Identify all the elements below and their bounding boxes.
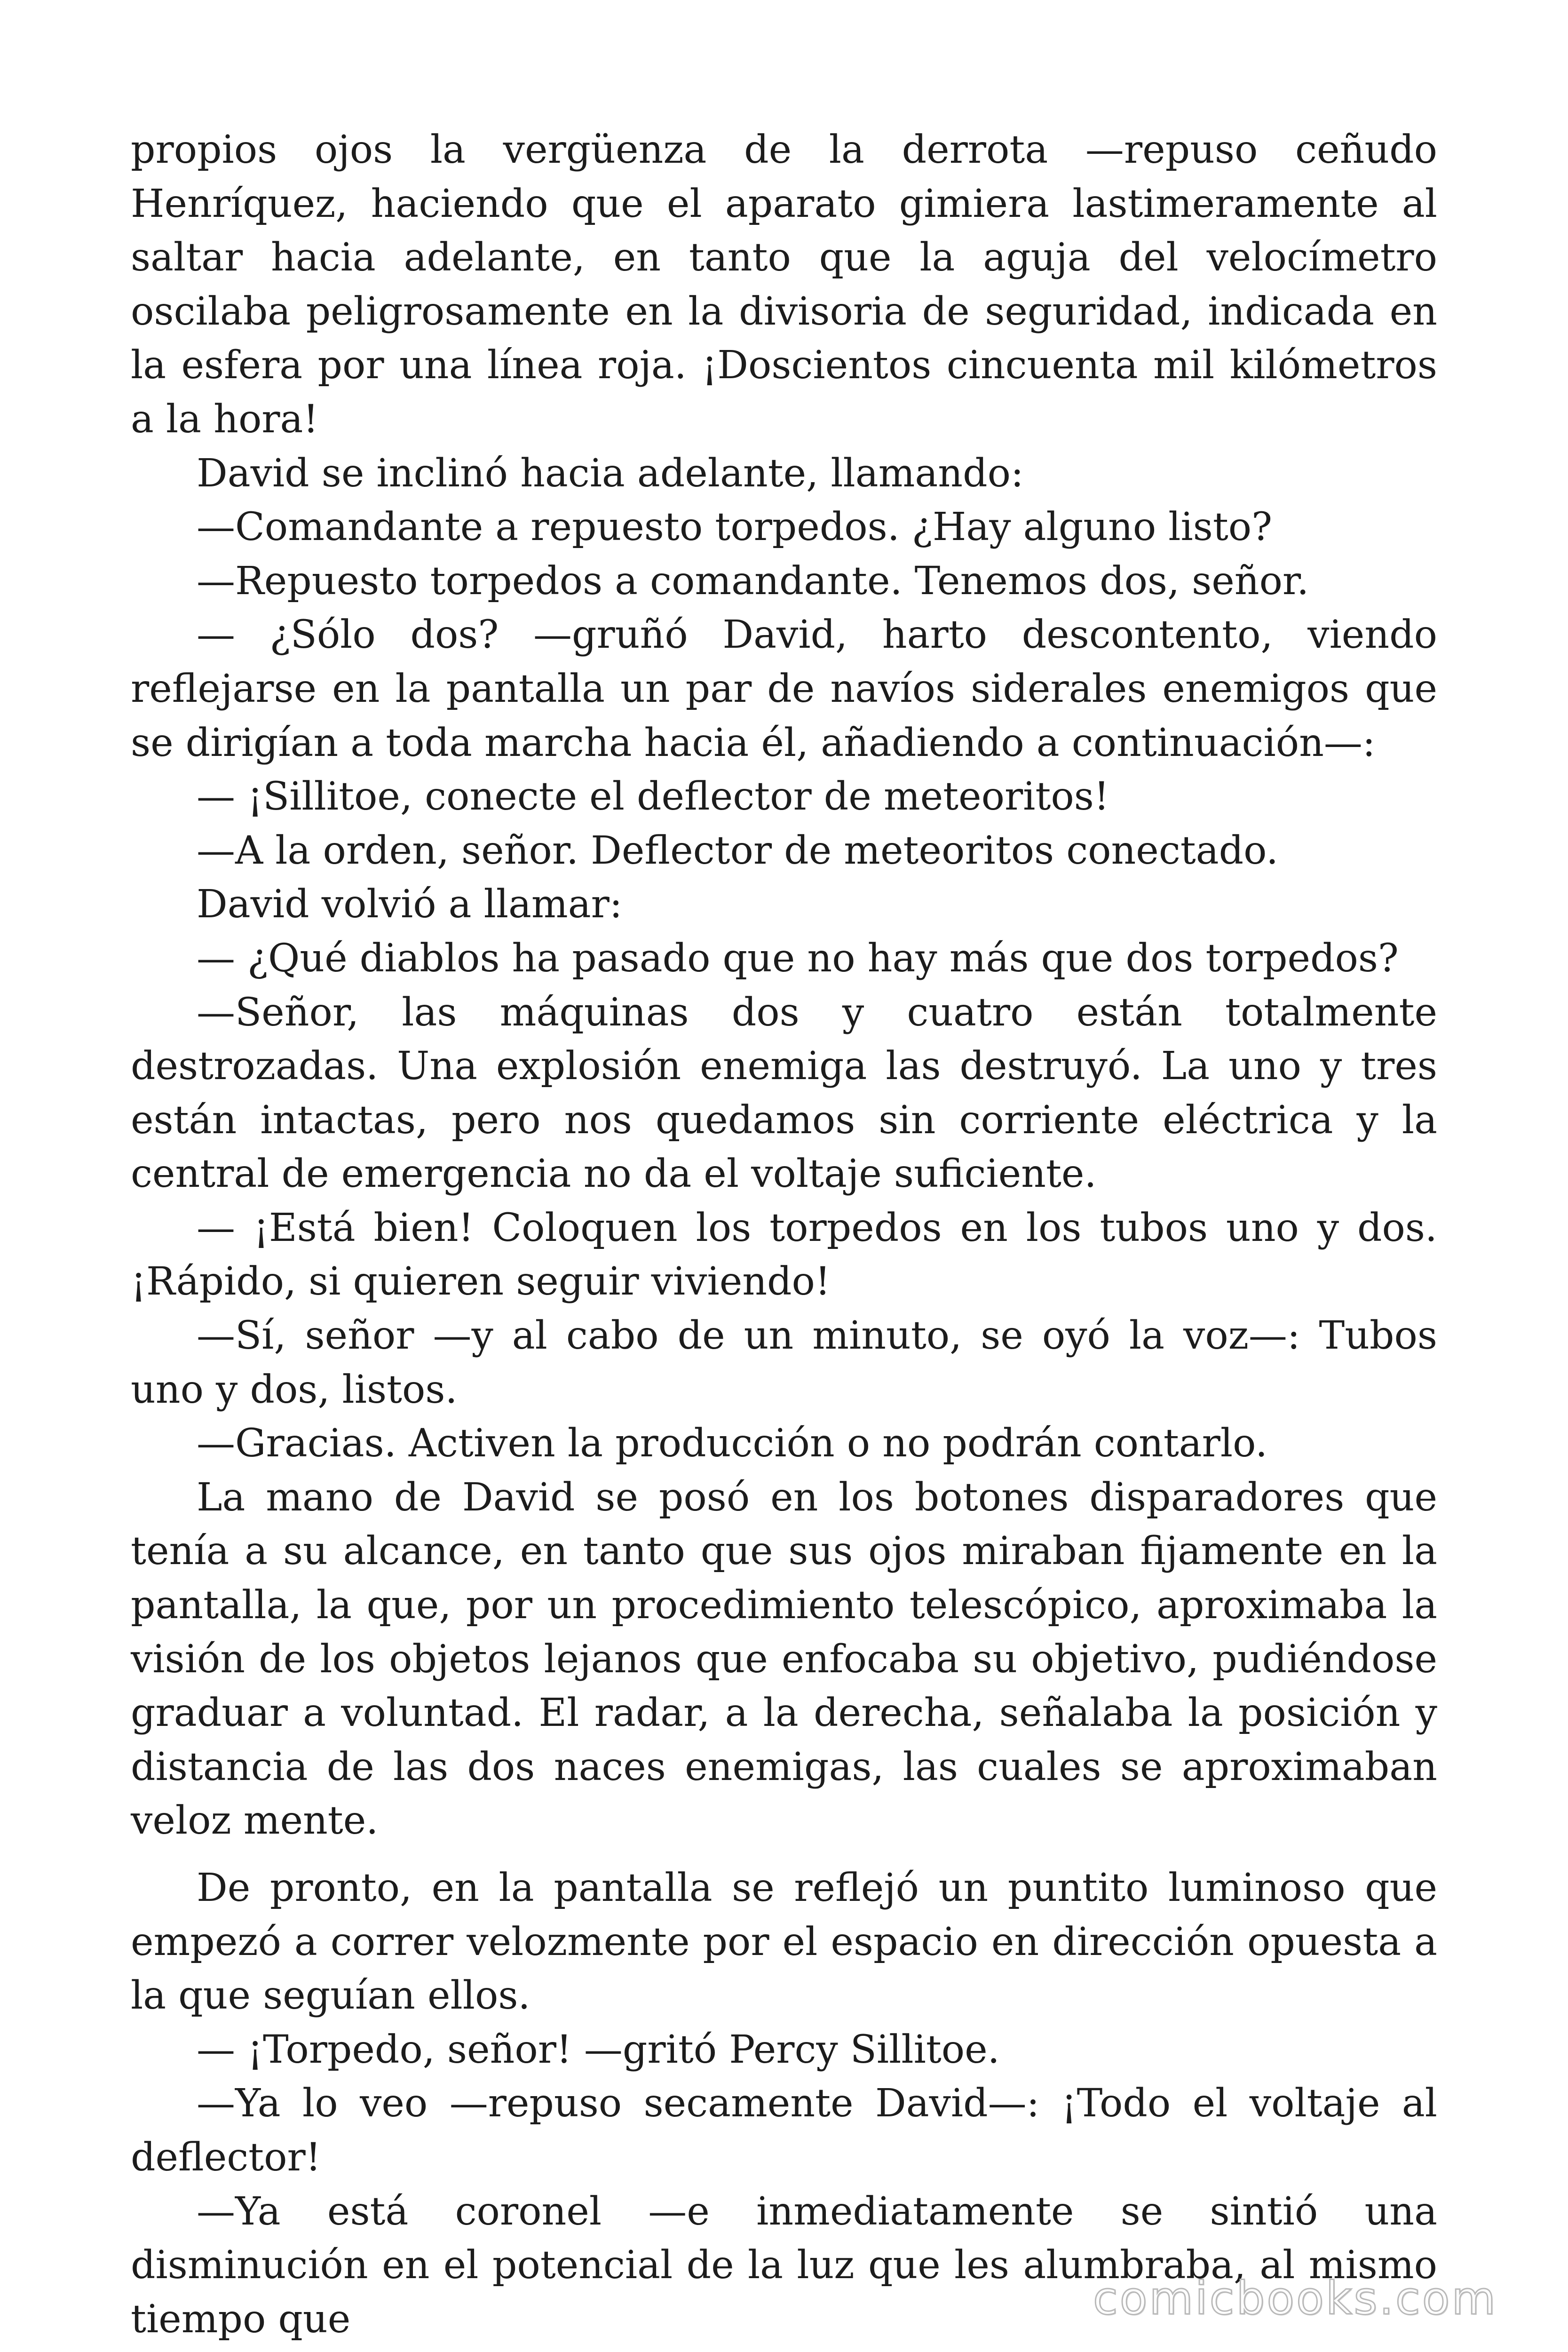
paragraph: —Gracias. Activen la producción o no podrán contarlo. [197, 1421, 1268, 1466]
paragraph: — ¿Sólo dos? —gruñó David, harto descontento, viendo reflejarse en la pantalla un par de navíos siderales enemigos que se dirigían a toda marcha hacia él, añadiendo a continuación—: [131, 612, 1437, 765]
paragraph: —Sí, señor —y al cabo de un minuto, se oyó la voz—: Tubos uno y dos, listos. [131, 1313, 1437, 1412]
paragraph: David se inclinó hacia adelante, llamando: [197, 451, 1024, 496]
paragraph: —Ya está coronel —e inmediatamente se sintió una disminución en el potencial de la luz que les alumbraba, al mismo tiempo que [131, 2189, 1437, 2342]
paragraph: David volvió a llamar: [197, 882, 623, 927]
paragraph: — ¡Está bien! Coloquen los torpedos en los tubos uno y dos. ¡Rápido, si quieren seguir viviendo! [131, 1205, 1437, 1304]
paragraph: —Repuesto torpedos a comandante. Tenemos dos, señor. [197, 558, 1309, 604]
body-text [131, 123, 1437, 2346]
watermark-logo: comicbooks.com [1093, 2272, 1497, 2325]
paragraph: propios ojos la vergüenza de la derrota —repuso ceñudo Henríquez, haciendo que el aparato gimiera lastimeramente al saltar hacia adelante, en tanto que la aguja del velocímetro oscilaba peligrosamente en la divisoria de seguridad, indicada en la esfera por una línea roja. ¡Doscientos cincuenta mil kilómetros a la hora! [131, 127, 1437, 442]
paragraph: —Señor, las máquinas dos y cuatro están totalmente destrozadas. Una explosión enemiga las destruyó. La uno y tres están intactas, pero nos quedamos sin corriente eléctrica y la central de emergencia no da el voltaje suficiente. [131, 990, 1437, 1197]
paragraph: De pronto, en la pantalla se reflejó un puntito luminoso que empezó a correr velozmente por el espacio en dirección opuesta a la que seguían ellos. [131, 1866, 1437, 2018]
paragraph: — ¡Torpedo, señor! —gritó Percy Sillitoe. [197, 2027, 1000, 2072]
paragraph: — ¿Qué diablos ha pasado que no hay más que dos torpedos? [197, 936, 1399, 981]
paragraph: —Ya lo veo —repuso secamente David—: ¡Todo el voltaje al deflector! [131, 2081, 1437, 2180]
paragraph: —A la orden, señor. Deflector de meteoritos conectado. [197, 828, 1279, 873]
paragraph: La mano de David se posó en los botones disparadores que tenía a su alcance, en tanto que sus ojos miraban fijamente en la pantalla, la que, por un procedimiento telescópico, aproximaba la visión de los objetos lejanos que enfocaba su objetivo, pudiéndose graduar a voluntad. El radar, a la derecha, señalaba la posición y distancia de las dos naces enemigas, las cuales se aproximaban veloz mente. [131, 1475, 1437, 1843]
paragraph: —Comandante a repuesto torpedos. ¿Hay alguno listo? [197, 505, 1273, 550]
paragraph: — ¡Sillitoe, conecte el deflector de meteoritos! [197, 774, 1109, 819]
